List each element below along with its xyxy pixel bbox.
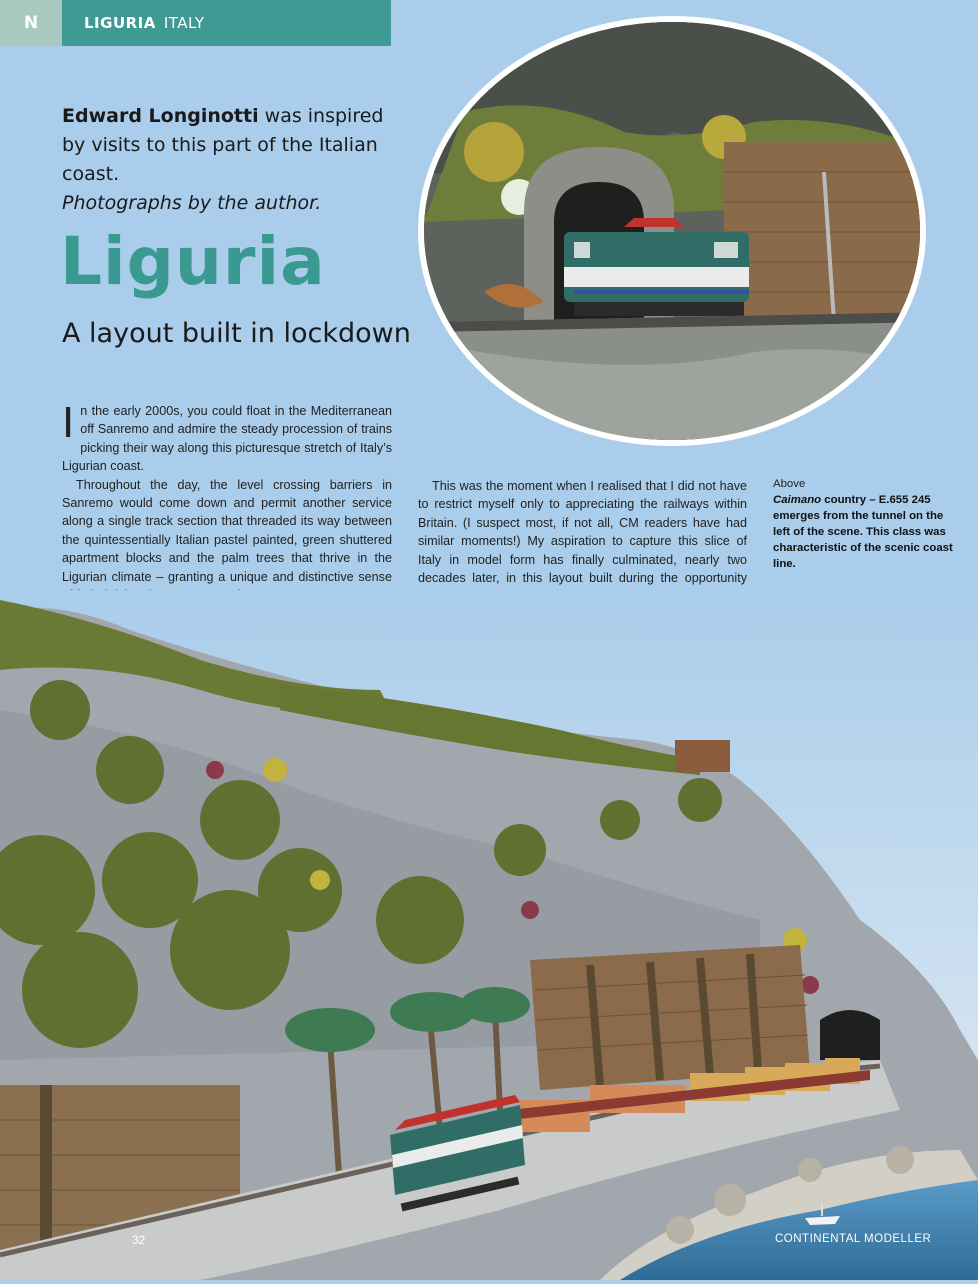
article-subtitle: A layout built in lockdown — [62, 318, 411, 349]
cliff-scene — [0, 590, 978, 1280]
author-name: Edward Longinotti — [62, 105, 259, 127]
caption-above-italic: Caimano — [773, 494, 822, 506]
paragraph-1-text: n the early 2000s, you could float in the Mediterranean off Sanremo and admire the steady procession of trains picking their way along this picturesque stretch of Italy’s Ligurian coast. — [62, 404, 392, 474]
photo-container-train — [0, 590, 978, 1280]
body-paragraph-2: Throughout the day, the level crossing barriers in Sanremo would come down and permit another service along a single track section that threaded its way between the quintessentially Italian pastel painted, green shuttered apartment blocks and the palm trees that thrive in the Ligurian climate – granting a unique and distinctive sense — [62, 477, 392, 584]
tunnel-scene — [424, 22, 926, 446]
photo-credit: Photographs by the author. — [62, 192, 322, 214]
photo-tunnel-locomotive — [418, 16, 926, 446]
intro-standfirst — [62, 102, 407, 218]
article-title: Liguria — [60, 223, 326, 300]
caption-above-label: Above — [773, 478, 806, 490]
section-country: ITALY — [163, 14, 205, 32]
body-column-2 — [418, 477, 747, 606]
intro-text: was inspired by visits to this part of the Italian coast. — [62, 105, 384, 185]
caption-above-body: country – E.655 245 emerges from the tunnel on the left of the scene. This class was characteristic of the scenic coast line. — [773, 494, 953, 570]
body-column-1 — [62, 398, 392, 604]
section-name: LIGURIA — [84, 14, 156, 32]
magazine-name: CONTINENTAL MODELLER — [775, 1233, 932, 1245]
body-paragraph-1 — [62, 398, 392, 476]
drop-cap: I — [62, 398, 75, 447]
caption-above-text — [773, 492, 953, 572]
section-header — [62, 0, 391, 46]
page-number: 32 — [132, 1233, 146, 1247]
locomotive-e655 — [564, 218, 749, 316]
section-badge: N — [0, 0, 62, 46]
body-paragraph-3: This was the moment when I realised that I did not have to restrict myself only to appreciating the railways within Britain. (I suspect most, if not all, CM readers have had similar moments!) My aspiration to capture this slice of Italy in model form has finally culminated, nearly two decades later, in this layout built during the opportunity — [418, 479, 747, 586]
